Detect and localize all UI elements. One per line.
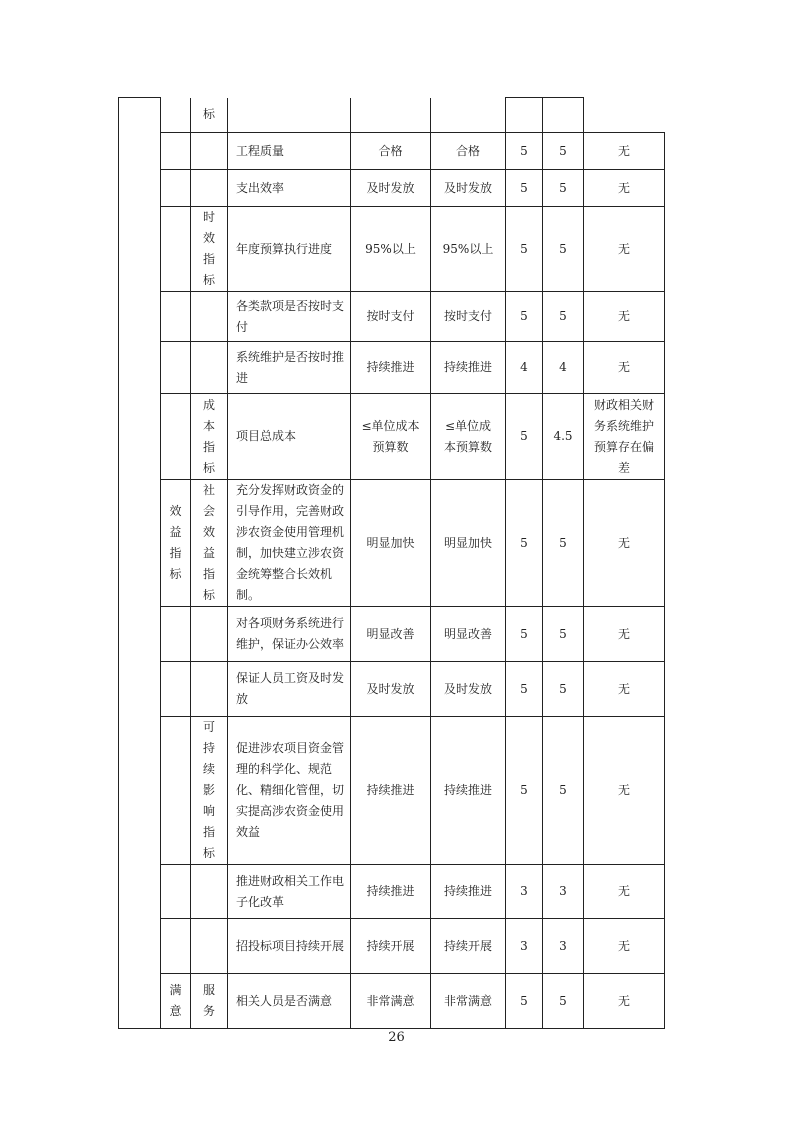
actual-value-cell: 及时发放: [431, 662, 506, 717]
target-value-cell: 持续开展: [351, 919, 431, 974]
level1-indicator-cell: [161, 919, 191, 974]
level2-indicator-cell: 时效指标: [191, 207, 228, 292]
indicator-name-cell: 工程质量: [228, 133, 351, 170]
table-row: [119, 480, 665, 607]
level2-indicator-cell: 社会效益指标: [191, 480, 228, 607]
score-cell: 5: [543, 292, 584, 342]
deviation-note-cell: 无: [584, 292, 665, 342]
level2-indicator-cell: [191, 342, 228, 394]
deviation-note-cell: 财政相关财务系统维护预算存在偏差: [584, 394, 665, 480]
actual-value-cell: 明显改善: [431, 607, 506, 662]
actual-value-cell: [431, 98, 506, 133]
level1-indicator-cell: [161, 865, 191, 919]
target-value-cell: 明显改善: [351, 607, 431, 662]
level1-indicator-cell: [161, 292, 191, 342]
actual-value-cell: 按时支付: [431, 292, 506, 342]
indicator-name-cell: 招投标项目持续开展: [228, 919, 351, 974]
indicator-name-cell: 各类款项是否按时支付: [228, 292, 351, 342]
weight-cell: 5: [506, 292, 543, 342]
level2-indicator-cell: 可持续影响指标: [191, 717, 228, 865]
indicator-name-cell: [228, 98, 351, 133]
weight-cell: 5: [506, 717, 543, 865]
score-cell: 4: [543, 342, 584, 394]
score-cell: 5: [543, 207, 584, 292]
actual-value-cell: 及时发放: [431, 170, 506, 207]
weight-cell: 5: [506, 607, 543, 662]
table-row: [119, 342, 665, 394]
score-cell: 5: [543, 480, 584, 607]
deviation-note-cell: 无: [584, 717, 665, 865]
weight-cell: 5: [506, 662, 543, 717]
indicator-name-cell: 充分发挥财政资金的引导作用，完善财政涉农资金使用管理机制，加快建立涉农资金统筹整合长效机制。: [228, 480, 351, 607]
actual-value-cell: 非常满意: [431, 974, 506, 1029]
score-cell: 3: [543, 919, 584, 974]
deviation-note-cell: 无: [584, 207, 665, 292]
table-row: [119, 919, 665, 974]
level2-indicator-cell: [191, 170, 228, 207]
table-row: [119, 865, 665, 919]
score-cell: 5: [543, 170, 584, 207]
target-value-cell: 及时发放: [351, 662, 431, 717]
page-number: 26: [388, 1030, 405, 1045]
weight-cell: 3: [506, 865, 543, 919]
score-cell: 5: [543, 974, 584, 1029]
indicator-name-cell: 保证人员工资及时发放: [228, 662, 351, 717]
deviation-note-cell: 无: [584, 170, 665, 207]
weight-cell: 5: [506, 133, 543, 170]
level1-indicator-cell: 满意: [161, 974, 191, 1029]
actual-value-cell: 持续开展: [431, 919, 506, 974]
level1-indicator-cell: [161, 394, 191, 480]
target-value-cell: 合格: [351, 133, 431, 170]
level1-indicator-cell: [161, 717, 191, 865]
deviation-note-cell: 无: [584, 342, 665, 394]
level1-indicator-cell: [161, 133, 191, 170]
score-cell: [543, 98, 584, 133]
level1-indicator-cell: 效益指标: [161, 480, 191, 607]
weight-cell: 5: [506, 974, 543, 1029]
score-cell: 5: [543, 662, 584, 717]
target-value-cell: 及时发放: [351, 170, 431, 207]
actual-value-cell: 持续推进: [431, 342, 506, 394]
score-cell: 5: [543, 133, 584, 170]
table-row: [119, 292, 665, 342]
table-row: [119, 717, 665, 865]
indicator-name-cell: 相关人员是否满意: [228, 974, 351, 1029]
deviation-note-cell: [584, 98, 665, 133]
level2-indicator-cell: [191, 919, 228, 974]
deviation-note-cell: 无: [584, 662, 665, 717]
target-value-cell: 95%以上: [351, 207, 431, 292]
table-row: [119, 974, 665, 1029]
target-value-cell: [351, 98, 431, 133]
score-cell: 3: [543, 865, 584, 919]
score-cell: 4.5: [543, 394, 584, 480]
level1-indicator-cell: [161, 98, 191, 133]
level2-indicator-cell: [191, 662, 228, 717]
weight-cell: [506, 98, 543, 133]
level2-indicator-cell: [191, 607, 228, 662]
level2-indicator-cell: 成本指标: [191, 394, 228, 480]
indicator-name-cell: 年度预算执行进度: [228, 207, 351, 292]
level2-indicator-cell: [191, 133, 228, 170]
indicator-name-cell: 推进财政相关工作电子化改革: [228, 865, 351, 919]
target-value-cell: 非常满意: [351, 974, 431, 1029]
indicator-name-cell: 对各项财务系统进行维护，保证办公效率: [228, 607, 351, 662]
target-value-cell: 持续推进: [351, 717, 431, 865]
weight-cell: 3: [506, 919, 543, 974]
deviation-note-cell: 无: [584, 133, 665, 170]
table-row: [119, 170, 665, 207]
weight-cell: 5: [506, 394, 543, 480]
weight-cell: 5: [506, 480, 543, 607]
target-value-cell: 按时支付: [351, 292, 431, 342]
level2-indicator-cell: 标: [191, 98, 228, 133]
level1-indicator-cell: [161, 170, 191, 207]
level2-indicator-cell: [191, 865, 228, 919]
indicator-name-cell: 促进涉农项目资金管理的科学化、规范化、精细化管俚，切实提高涉农资金使用效益: [228, 717, 351, 865]
level1-indicator-cell: [161, 207, 191, 292]
weight-cell: 5: [506, 207, 543, 292]
table-row: [119, 133, 665, 170]
actual-value-cell: 持续推进: [431, 865, 506, 919]
actual-value-cell: 95%以上: [431, 207, 506, 292]
actual-value-cell: 持续推进: [431, 717, 506, 865]
table-row: [119, 662, 665, 717]
indicator-name-cell: 项目总成本: [228, 394, 351, 480]
table-row: [119, 98, 665, 133]
actual-value-cell: 明显加快: [431, 480, 506, 607]
indicator-name-cell: 支出效率: [228, 170, 351, 207]
actual-value-cell: 合格: [431, 133, 506, 170]
level2-indicator-cell: 服务: [191, 974, 228, 1029]
deviation-note-cell: 无: [584, 607, 665, 662]
level1-indicator-cell: [161, 342, 191, 394]
weight-cell: 5: [506, 170, 543, 207]
weight-cell: 4: [506, 342, 543, 394]
table-row: [119, 607, 665, 662]
target-value-cell: 明显加快: [351, 480, 431, 607]
level1-indicator-cell: [161, 662, 191, 717]
target-value-cell: 持续推进: [351, 342, 431, 394]
actual-value-cell: ≤单位成本预算数: [431, 394, 506, 480]
performance-indicator-table: [118, 97, 665, 1029]
deviation-note-cell: 无: [584, 480, 665, 607]
level1-indicator-cell: [161, 607, 191, 662]
table-row: [119, 207, 665, 292]
indicator-name-cell: 系统维护是否按时推进: [228, 342, 351, 394]
level2-indicator-cell: [191, 292, 228, 342]
score-cell: 5: [543, 607, 584, 662]
table-row: [119, 394, 665, 480]
target-value-cell: 持续推进: [351, 865, 431, 919]
deviation-note-cell: 无: [584, 919, 665, 974]
deviation-note-cell: 无: [584, 974, 665, 1029]
score-cell: 5: [543, 717, 584, 865]
deviation-note-cell: 无: [584, 865, 665, 919]
outer-category-cell: [119, 98, 161, 1029]
target-value-cell: ≤单位成本预算数: [351, 394, 431, 480]
